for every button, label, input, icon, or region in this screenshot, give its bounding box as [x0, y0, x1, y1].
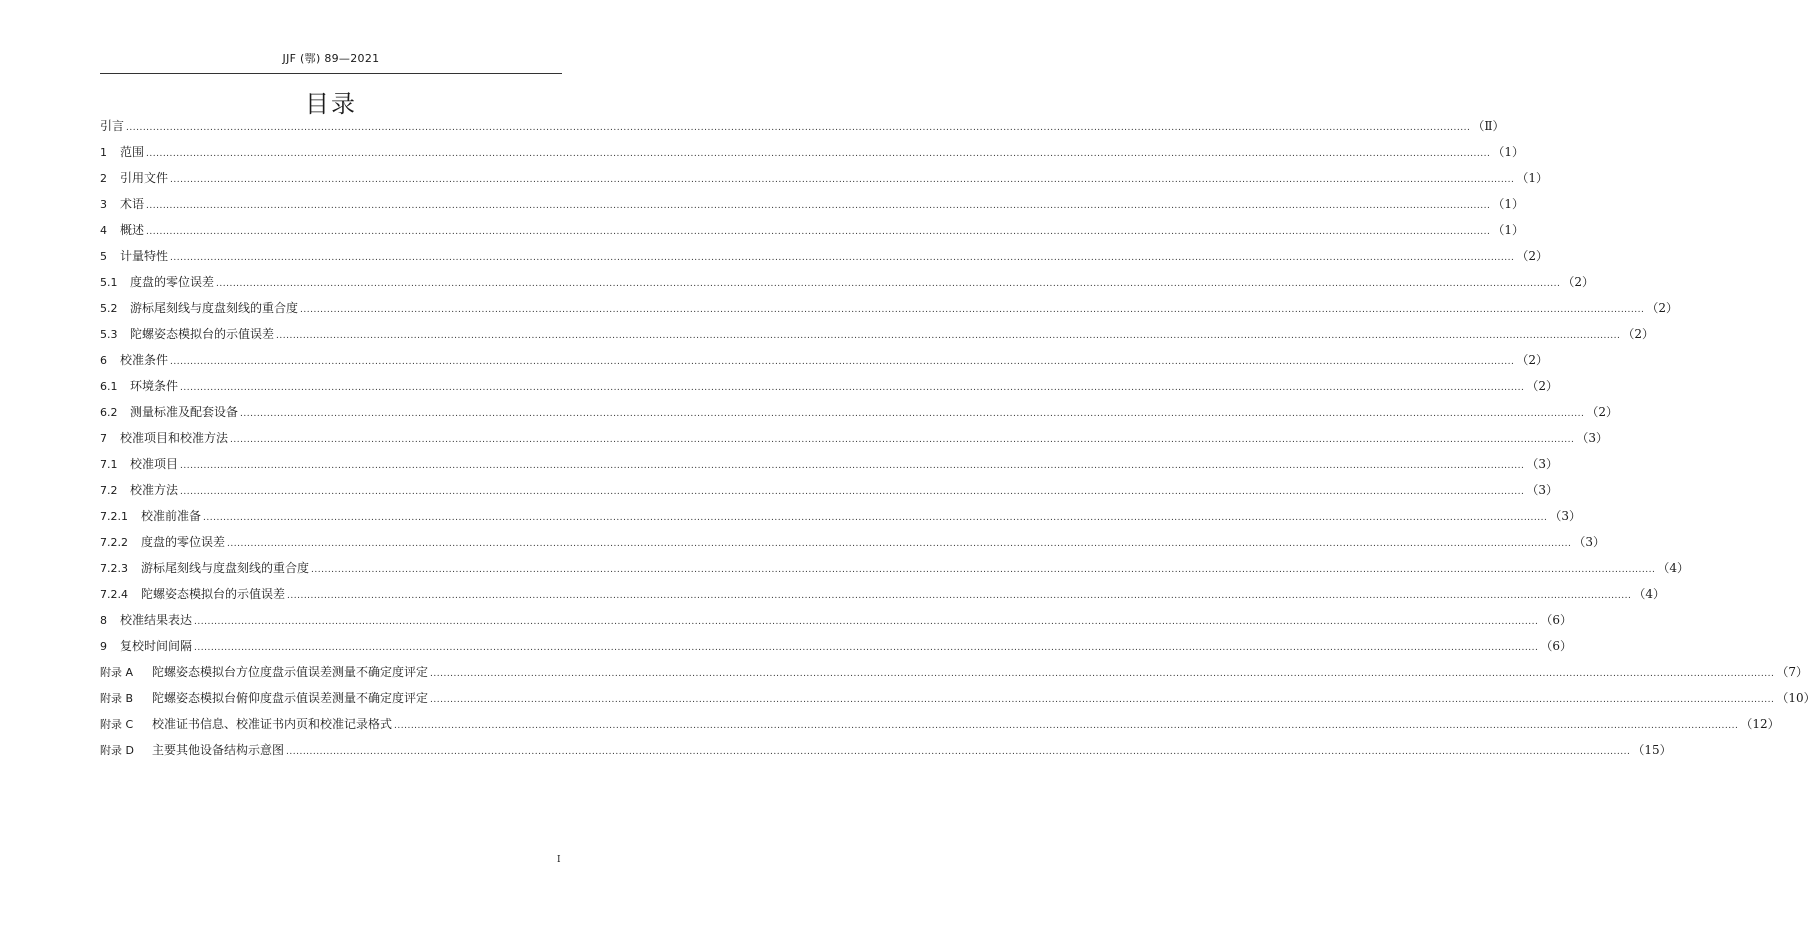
toc-entry-number: 9	[100, 640, 107, 653]
toc-dot-leader: ................................................................................................................................................................................................................................................................................................................................................................................................................	[311, 565, 1656, 575]
toc-entry-number: 7.2	[100, 484, 118, 497]
toc-dot-leader: ................................................................................................................................................................................................................................................................................................................................................................................................................	[300, 305, 1645, 315]
page-number: I	[557, 855, 561, 865]
toc-entry-label: 度盘的零位误差	[141, 535, 226, 549]
toc-entry-page: （1）	[1492, 145, 1524, 159]
toc-entry-number: 5.3	[100, 328, 118, 341]
toc-entry-page: （6）	[1540, 639, 1572, 653]
toc-entry[interactable]	[100, 377, 1558, 403]
toc-dot-leader: ................................................................................................................................................................................................................................................................................................................................................................................................................	[394, 721, 1739, 731]
toc-entry-label: 术语	[120, 197, 145, 211]
toc-entry[interactable]	[100, 195, 1524, 221]
toc-dot-leader: ................................................................................................................................................................................................................................................................................................................................................................................................................	[146, 227, 1491, 237]
toc-entry-page: （1）	[1492, 223, 1524, 237]
toc-entry-page: （2）	[1526, 379, 1558, 393]
toc-entry[interactable]	[100, 325, 1654, 351]
toc-entry-label: 校准项目和校准方法	[120, 431, 229, 445]
toc-entry-number: 附录 A	[100, 666, 134, 679]
toc-entry-number: 5.1	[100, 276, 118, 289]
toc-entry-page: （1）	[1492, 197, 1524, 211]
toc-entry[interactable]	[100, 689, 1816, 715]
toc-entry-label: 校准证书信息、校准证书内页和校准记录格式	[152, 717, 393, 731]
toc-dot-leader: ................................................................................................................................................................................................................................................................................................................................................................................................................	[170, 253, 1515, 263]
toc-dot-leader: ................................................................................................................................................................................................................................................................................................................................................................................................................	[240, 409, 1585, 419]
toc-entry[interactable]	[100, 299, 1678, 325]
toc-entry-number: 3	[100, 198, 107, 211]
header-rule	[100, 73, 562, 74]
toc-entry-label: 引用文件	[120, 171, 169, 185]
toc-entry-label: 校准项目	[130, 457, 179, 471]
toc-dot-leader: ................................................................................................................................................................................................................................................................................................................................................................................................................	[170, 175, 1515, 185]
toc-entry[interactable]	[100, 481, 1558, 507]
toc-dot-leader: ................................................................................................................................................................................................................................................................................................................................................................................................................	[203, 513, 1548, 523]
toc-entry[interactable]	[100, 403, 1618, 429]
toc-entry-label: 环境条件	[130, 379, 179, 393]
toc-dot-leader: ................................................................................................................................................................................................................................................................................................................................................................................................................	[170, 357, 1515, 367]
toc-dot-leader: ................................................................................................................................................................................................................................................................................................................................................................................................................	[146, 201, 1491, 211]
toc-entry-page: （3）	[1573, 535, 1605, 549]
toc-entry[interactable]	[100, 351, 1548, 377]
toc-entry-label: 校准条件	[120, 353, 169, 367]
toc-entry-number: 7.2.4	[100, 588, 128, 601]
toc-entry[interactable]	[100, 559, 1689, 585]
toc-dot-leader: ................................................................................................................................................................................................................................................................................................................................................................................................................	[286, 747, 1631, 757]
toc-entry-page: （15）	[1632, 743, 1672, 757]
toc-entry-label: 校准前准备	[141, 509, 202, 523]
toc-entry-page: （4）	[1657, 561, 1689, 575]
toc-entry-number: 1	[100, 146, 107, 159]
toc-dot-leader: ................................................................................................................................................................................................................................................................................................................................................................................................................	[194, 643, 1539, 653]
toc-dot-leader: ................................................................................................................................................................................................................................................................................................................................................................................................................	[230, 435, 1575, 445]
toc-entry[interactable]	[100, 741, 1672, 767]
toc-entry-page: （2）	[1562, 275, 1594, 289]
toc-entry-number: 6.1	[100, 380, 118, 393]
toc-entry[interactable]	[100, 585, 1665, 611]
table-of-contents	[100, 117, 1816, 767]
toc-entry[interactable]	[100, 611, 1572, 637]
toc-entry-number: 7.2.2	[100, 536, 128, 549]
toc-entry-label: 概述	[120, 223, 145, 237]
toc-entry-page: （3）	[1549, 509, 1581, 523]
toc-entry[interactable]	[100, 455, 1558, 481]
toc-dot-leader: ................................................................................................................................................................................................................................................................................................................................................................................................................	[180, 383, 1525, 393]
toc-entry-page: （2）	[1622, 327, 1654, 341]
toc-entry-label: 陀螺姿态模拟台方位度盘示值误差测量不确定度评定	[152, 665, 429, 679]
toc-entry-number: 5.2	[100, 302, 118, 315]
toc-entry-page: （Ⅱ）	[1472, 119, 1505, 133]
toc-entry-label: 度盘的零位误差	[130, 275, 215, 289]
toc-entry-number: 4	[100, 224, 107, 237]
toc-entry-label: 主要其他设备结构示意图	[152, 743, 285, 757]
toc-entry-label: 校准结果表达	[120, 613, 193, 627]
toc-entry-label: 范围	[120, 145, 145, 159]
toc-entry-number: 7.1	[100, 458, 118, 471]
toc-entry-number: 7	[100, 432, 107, 445]
toc-entry[interactable]	[100, 637, 1572, 663]
toc-entry[interactable]	[100, 715, 1780, 741]
toc-entry-label: 引言	[100, 119, 125, 133]
page-title: 目录	[305, 90, 357, 118]
toc-entry[interactable]	[100, 533, 1605, 559]
toc-entry[interactable]	[100, 273, 1594, 299]
toc-entry-label: 陀螺姿态模拟台的示值误差	[141, 587, 286, 601]
toc-entry-number: 附录 C	[100, 718, 134, 731]
toc-entry-page: （10）	[1776, 691, 1816, 705]
toc-entry-page: （3）	[1576, 431, 1608, 445]
toc-entry-label: 复校时间间隔	[120, 639, 193, 653]
toc-dot-leader: ................................................................................................................................................................................................................................................................................................................................................................................................................	[180, 487, 1525, 497]
toc-entry-label: 计量特性	[120, 249, 169, 263]
toc-entry-page: （2）	[1516, 353, 1548, 367]
toc-entry-number: 附录 B	[100, 692, 134, 705]
toc-entry-label: 游标尾刻线与度盘刻线的重合度	[141, 561, 310, 575]
toc-entry-page: （12）	[1740, 717, 1780, 731]
toc-dot-leader: ................................................................................................................................................................................................................................................................................................................................................................................................................	[276, 331, 1621, 341]
toc-dot-leader: ................................................................................................................................................................................................................................................................................................................................................................................................................	[126, 123, 1471, 133]
toc-entry-number: 7.2.1	[100, 510, 128, 523]
toc-entry[interactable]	[100, 169, 1548, 195]
toc-entry-number: 附录 D	[100, 744, 134, 757]
toc-dot-leader: ................................................................................................................................................................................................................................................................................................................................................................................................................	[430, 669, 1775, 679]
toc-entry-label: 游标尾刻线与度盘刻线的重合度	[130, 301, 299, 315]
toc-entry-number: 7.2.3	[100, 562, 128, 575]
toc-entry[interactable]	[100, 429, 1608, 455]
toc-entry-number: 2	[100, 172, 107, 185]
toc-dot-leader: ................................................................................................................................................................................................................................................................................................................................................................................................................	[227, 539, 1572, 549]
toc-entry[interactable]	[100, 663, 1808, 689]
toc-entry-page: （4）	[1633, 587, 1665, 601]
toc-entry[interactable]	[100, 247, 1548, 273]
toc-entry-label: 校准方法	[130, 483, 179, 497]
toc-dot-leader: ................................................................................................................................................................................................................................................................................................................................................................................................................	[287, 591, 1632, 601]
toc-entry[interactable]	[100, 507, 1581, 533]
toc-entry-page: （2）	[1516, 249, 1548, 263]
toc-dot-leader: ................................................................................................................................................................................................................................................................................................................................................................................................................	[146, 149, 1491, 159]
toc-entry-label: 陀螺姿态模拟台俯仰度盘示值误差测量不确定度评定	[152, 691, 429, 705]
toc-entry[interactable]	[100, 143, 1524, 169]
toc-entry-number: 6	[100, 354, 107, 367]
document-code-header: JJF (鄂) 89—2021	[282, 52, 380, 65]
toc-entry-page: （6）	[1540, 613, 1572, 627]
toc-entry[interactable]	[100, 117, 1505, 143]
toc-entry-number: 8	[100, 614, 107, 627]
toc-entry-page: （7）	[1776, 665, 1808, 679]
toc-entry-page: （1）	[1516, 171, 1548, 185]
toc-dot-leader: ................................................................................................................................................................................................................................................................................................................................................................................................................	[194, 617, 1539, 627]
toc-entry-label: 测量标准及配套设备	[130, 405, 239, 419]
toc-dot-leader: ................................................................................................................................................................................................................................................................................................................................................................................................................	[180, 461, 1525, 471]
toc-entry-page: （3）	[1526, 483, 1558, 497]
toc-entry[interactable]	[100, 221, 1524, 247]
toc-entry-number: 5	[100, 250, 107, 263]
toc-entry-page: （3）	[1526, 457, 1558, 471]
toc-entry-page: （2）	[1586, 405, 1618, 419]
toc-entry-page: （2）	[1646, 301, 1678, 315]
toc-entry-label: 陀螺姿态模拟台的示值误差	[130, 327, 275, 341]
toc-entry-number: 6.2	[100, 406, 118, 419]
toc-dot-leader: ................................................................................................................................................................................................................................................................................................................................................................................................................	[216, 279, 1561, 289]
toc-dot-leader: ................................................................................................................................................................................................................................................................................................................................................................................................................	[430, 695, 1775, 705]
